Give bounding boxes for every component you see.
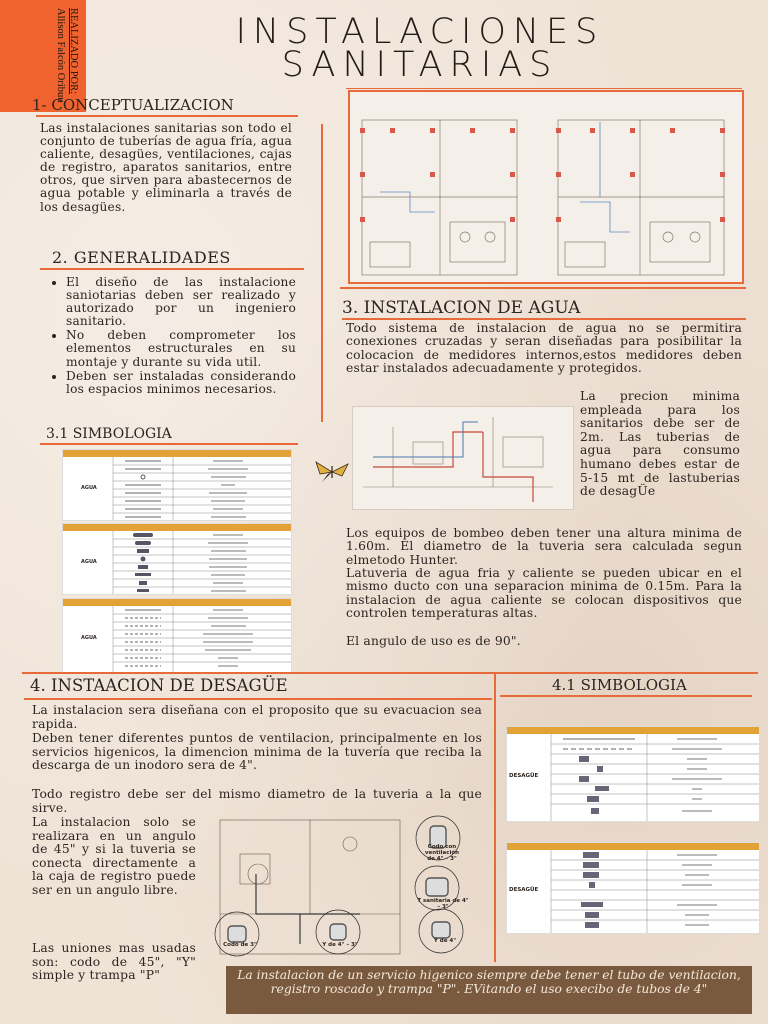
table-group-label: AGUA bbox=[81, 485, 97, 491]
section-3-p1: Todo sistema de instalacion de agua no se permitira conexiones cruzadas y seran diseñadas para posibilitar la colocacion de medidores internos,estos medidores deben estar instalados adecuadamente y protegidos. bbox=[346, 321, 742, 376]
section-3-p3: Los equipos de bombeo deben tener una altura minima de 1.60m. El diametro de la tuveria sera calculada segun elmetodo Hunter. bbox=[346, 526, 742, 567]
floor-plans-image bbox=[348, 90, 744, 284]
label-codo: Codo de 3" bbox=[223, 942, 257, 948]
title-line-1: INSTALACIONES bbox=[235, 12, 605, 52]
table-group-label: AGUA bbox=[81, 559, 97, 565]
bottom-note-text: La instalacion de un servicio higenico siempre debe tener el tubo de ventilacion, registro roscado y trampa "P". EVitando el uso execibo de tubos de 4" bbox=[237, 968, 741, 996]
table-header bbox=[63, 599, 291, 606]
bullet-1: • El diseño de las instalacione saniotarias deben ser realizado y autorizado por un ingeniero sanitario. bbox=[66, 276, 296, 328]
table-header bbox=[63, 524, 291, 531]
symbol-table-water-1 bbox=[62, 449, 292, 521]
section-4-p3: Todo registro debe ser del mismo diametro de la tuveria a la que sirve. bbox=[32, 787, 482, 815]
author-label: REALIZADO POR: bbox=[68, 8, 79, 95]
section-4-p2: Deben tener diferentes puntos de ventilacion, principalmente en los servicios higenicos, la dimencion minima de la tuvería que reciba la descarga de un inodoro sera de 4". bbox=[32, 731, 482, 773]
section-1-title: 1- CONCEPTUALIZACION bbox=[32, 96, 234, 114]
section-2-rule bbox=[40, 268, 304, 270]
table-header bbox=[507, 727, 759, 734]
section-4-divider bbox=[494, 672, 496, 962]
label-t-sanitaria: T sanitaria de 4" – 3" bbox=[417, 898, 469, 910]
section-2-title: 2. GENERALIDADES bbox=[52, 248, 231, 267]
butterfly-icon bbox=[312, 460, 352, 484]
section-3-1-rule bbox=[40, 443, 298, 445]
table-header bbox=[63, 450, 291, 457]
section-4-1-title: 4.1 SIMBOLOGIA bbox=[552, 676, 687, 694]
floor-plans-drawing bbox=[350, 92, 742, 282]
label-codo-vent: Codo con ventilación de 4" – 3" bbox=[424, 844, 460, 862]
symbol-rows bbox=[63, 457, 291, 520]
symbol-rows bbox=[507, 850, 759, 933]
symbol-table-water-3 bbox=[62, 598, 292, 674]
section-3-title: 3. INSTALACION DE AGUA bbox=[342, 298, 581, 318]
author-name: Allison Falcón Oribuu bbox=[55, 8, 66, 103]
table-group-label: DESAGÜE bbox=[509, 773, 539, 779]
symbol-table-drain-1 bbox=[506, 726, 760, 822]
plans-frame-top bbox=[346, 88, 742, 89]
symbol-rows bbox=[63, 531, 291, 594]
symbol-rows bbox=[507, 734, 759, 821]
section-3-p5: El angulo de uso es de 90". bbox=[346, 634, 521, 648]
section-4-p4: La instalacion solo se realizara en un angulo de 45" y si la tuveria se conecta directamente a la caja de registro puede ser en un angulo libre. bbox=[32, 815, 196, 897]
section-2-list bbox=[50, 276, 296, 397]
drainage-diagram bbox=[200, 814, 490, 960]
section-3-p4: Latuveria de agua fria y caliente se pueden ubicar en el mismo ducto con una separacion minima de 0.15m. Para la instalacion de agua caliente se colocan dispositivos que controlen temperaturas altas. bbox=[346, 566, 742, 621]
section-4-rule-top bbox=[22, 672, 758, 674]
water-isometric-drawing bbox=[353, 407, 573, 509]
bottom-note bbox=[226, 966, 752, 1014]
symbol-table-water-2 bbox=[62, 523, 292, 595]
section-1-rule bbox=[36, 115, 298, 117]
table-header bbox=[507, 843, 759, 850]
bullet-2: • No deben comprometer los elementos estructurales en su montaje y durante su vida util. bbox=[66, 329, 296, 368]
section-4-rule bbox=[24, 698, 492, 700]
title-line-2: SANITARIAS bbox=[281, 45, 559, 85]
section-3-1-title: 3.1 SIMBOLOGIA bbox=[46, 426, 172, 442]
section-1-body: Las instalaciones sanitarias son todo el conjunto de tuberías de agua fría, agua caliente, desagües, ventilaciones, cajas de registro, aparatos sanitarios, entre otros, que sirven para abastecernos de agua potable y eliminarla a través de los desagües. bbox=[40, 121, 292, 214]
author-tag-text bbox=[8, 8, 80, 104]
section-3-rule-top bbox=[340, 287, 746, 289]
section-4-1-rule bbox=[500, 695, 752, 697]
section-4-p5: Las uniones mas usadas son: codo de 45", "Y" simple y trampa "P" bbox=[32, 941, 196, 983]
table-group-label: DESAGÜE bbox=[509, 887, 539, 893]
section-4-title: 4. INSTAACION DE DESAGÜE bbox=[30, 676, 288, 695]
section-3-rule bbox=[342, 318, 746, 320]
water-isometric-image bbox=[352, 406, 574, 510]
label-y: Y de 4" – 3" bbox=[322, 942, 358, 948]
label-y4: Y de 4" bbox=[433, 938, 457, 944]
section-3-p2: La precion minima empleada para los sanitarios debe ser de 2m. Las tuberias de agua para consumo humano debes estar de 5-15 mt de lastuberias de desagÜe bbox=[580, 389, 740, 499]
symbol-table-drain-2 bbox=[506, 842, 760, 934]
page-title bbox=[100, 12, 740, 85]
bullet-3: • Deben ser instaladas considerando los espacios minimos necesarios. bbox=[66, 370, 296, 396]
section-4-p1: La instalacion sera diseñana con el proposito que su evacuacion sea rapida. bbox=[32, 703, 482, 731]
column-divider bbox=[321, 124, 323, 422]
table-group-label: AGUA bbox=[81, 635, 97, 641]
symbol-rows bbox=[63, 606, 291, 673]
